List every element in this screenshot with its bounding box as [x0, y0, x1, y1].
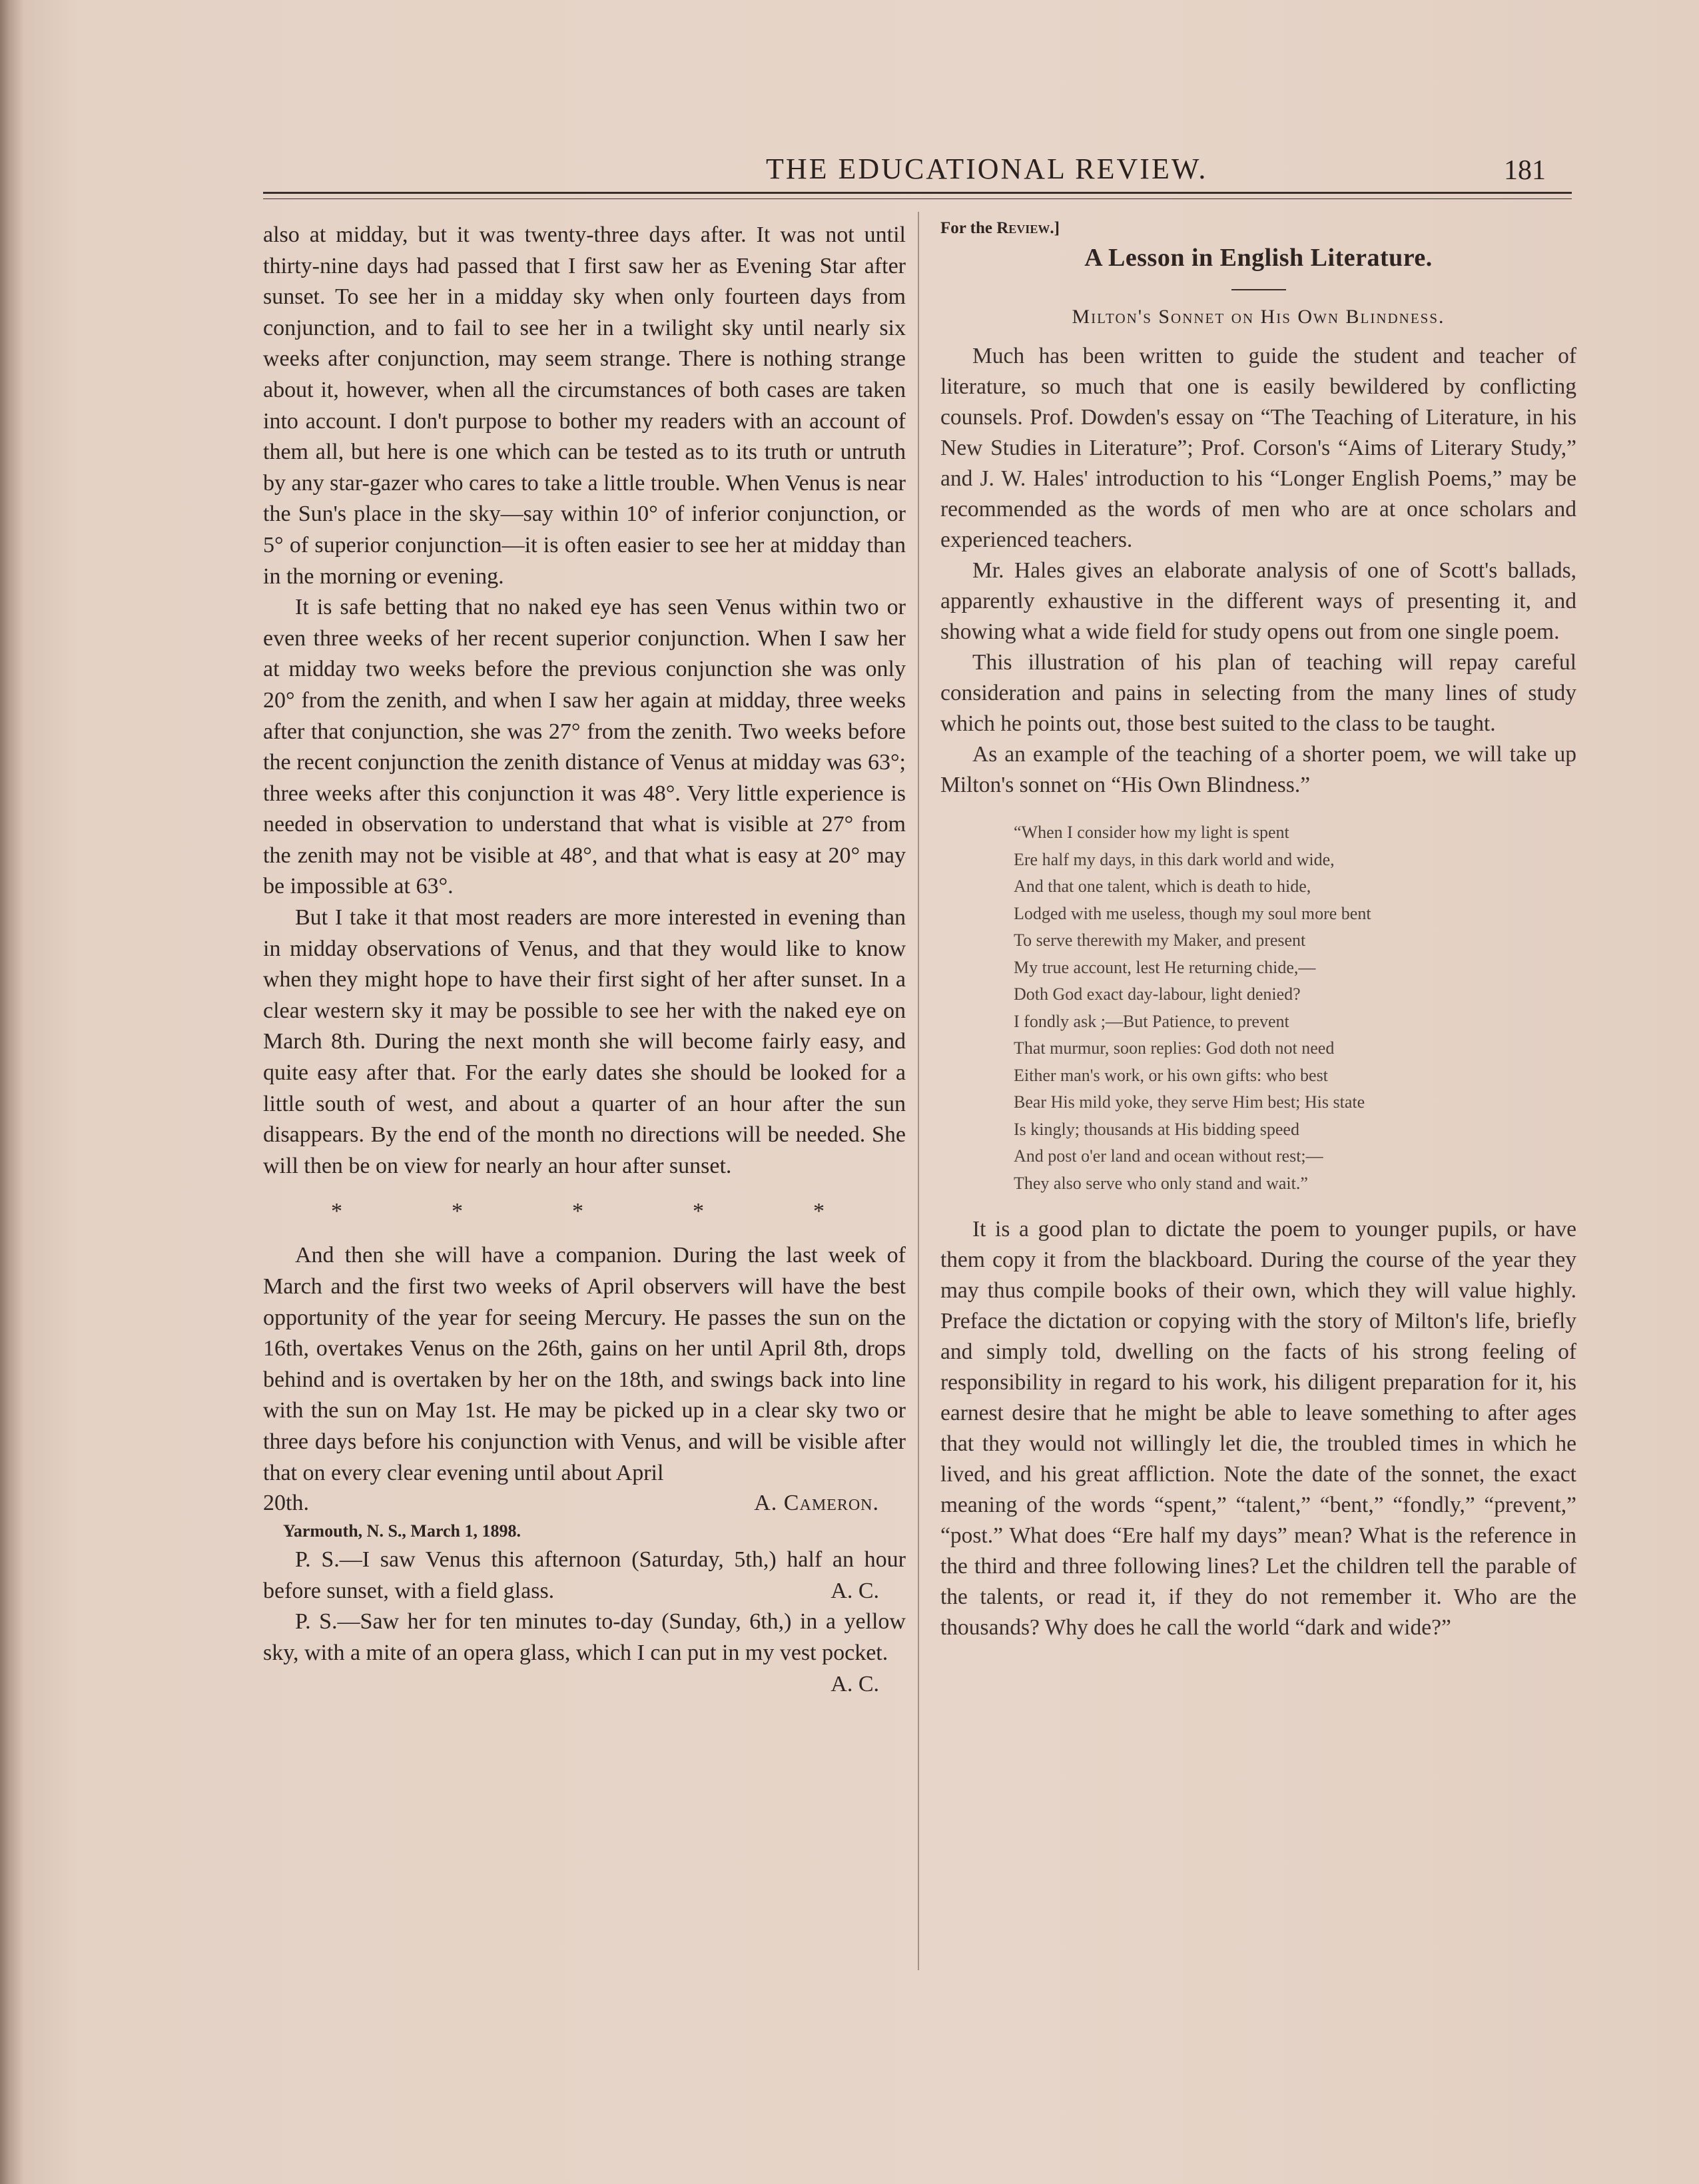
header-rule-thick	[263, 192, 1572, 194]
poem-line: Bear His mild yoke, they serve Him best; His state	[1014, 1092, 1365, 1112]
poem-line: Is kingly; thousands at His bidding speed	[1014, 1119, 1299, 1139]
paragraph-conjunction: It is safe betting that no naked eye has seen Venus within two or even three weeks of her recent superior conjunction. When I saw her at midday two weeks before the previous conjunction she was only 20° from the zenith, and when I saw her again at midday, three weeks after that conjunction, she was 27° from the zenith. Two weeks before the recent conjunction the zenith distance of Venus at midday was 63°; three weeks after this conjunction it was 48°. Very little experience is needed in observation to understand that what is visible at 27° from the zenith may not be visible at 48°, and that what is easy at 20° may be impossible at 63°.	[263, 595, 906, 899]
signature-line	[263, 1489, 906, 1518]
postscript-1	[263, 1545, 906, 1607]
running-header-title: THE EDUCATIONAL REVIEW.	[766, 153, 1208, 185]
credit-word: Review.	[996, 219, 1054, 237]
poem-line: “When I consider how my light is spent	[1014, 823, 1289, 842]
paragraph-evening-observation: But I take it that most readers are more interested in evening than in midday observations of Venus, and that they would like to know when they might hope to have their first sight of her after sunset. In a clear western sky it may be possible to see her with the naked eye on March 8th. During the next month she will become fairly easy, and quite easy after that. For the early dates she should be looked for a little south of west, and about a quarter of an hour after the sun disappears. By the end of the month no directions will be needed. She will then be on view for nearly an hour after sunset.	[263, 905, 906, 1178]
column-divider	[918, 212, 919, 1970]
asterisk: *	[693, 1199, 704, 1224]
author-signature: A. Cameron.	[754, 1491, 879, 1516]
paragraph-hales: Mr. Hales gives an elaborate analysis of one of Scott's ballads, apparently exhaustive in the different ways of presenting it, and showing what a wide field for study opens out from one single poem.	[940, 558, 1576, 644]
credit-prefix: For the	[940, 219, 997, 237]
header-rule-thin	[263, 198, 1572, 199]
paragraph-illustration: This illustration of his plan of teaching will repay careful consideration and pains in selecting from the many lines of study which he points out, those best suited to the class to be taught.	[940, 650, 1576, 736]
right-column	[940, 220, 1576, 1643]
dateline: Yarmouth, N. S., March 1, 1898.	[283, 1521, 521, 1541]
article-subtitle: Milton's Sonnet on His Own Blindness.	[1072, 306, 1445, 328]
postscript-1-initials: A. C.	[831, 1578, 879, 1603]
sonnet-poem	[1014, 819, 1576, 1197]
postscript-2	[263, 1607, 906, 1696]
left-column	[263, 220, 906, 1700]
poem-line: That murmur, soon replies: God doth not need	[1014, 1038, 1335, 1058]
poem-line: I fondly ask ;—But Patience, to prevent	[1014, 1011, 1289, 1031]
poem-line: Lodged with me useless, though my soul more bent	[1014, 903, 1371, 923]
paragraph-continued: also at midday, but it was twenty-three days after. It was not until thirty-nine days had passed that I first saw her as Evening Star after sunset. To see her in a midday sky when only fourteen days from conjunction, and to fail to see her in a twilight sky until nearly six weeks after conjunction, may seem strange. There is nothing strange about it, however, when all the circumstances of both cases are taken into account. I don't purpose to bother my readers with an account of them all, but here is one which can be tested as to its truth or untruth by any star-gazer who cares to take a little trouble. When Venus is near the Sun's place in the sky—say within 10° of inferior conjunction, or 5° of superior conjunction—it is often easier to see her at midday than in the morning or evening.	[263, 222, 906, 589]
page-number: 181	[1504, 155, 1546, 186]
for-the-review-credit	[940, 217, 1576, 240]
paragraph-intro: Much has been written to guide the student and teacher of literature, so much that one is easily bewildered by conflicting counsels. Prof. Dowden's essay on “The Teaching of Literature, in his New Studies in Literature”; Prof. Corson's “Aims of Literary Study,” and J. W. Hales' introduction to his “Longer English Poems,” may be recommended as the words of men who are at once scholars and experienced teachers.	[940, 344, 1576, 552]
poem-line: My true account, lest He returning chide,—	[1014, 957, 1316, 977]
section-break-asterisks	[263, 1196, 906, 1227]
postscript-1-text: P. S.—I saw Venus this afternoon (Saturday, 5th,) half an hour before sunset, with a field glass.	[263, 1547, 906, 1603]
poem-line: And post o'er land and ocean without rest;—	[1014, 1146, 1323, 1166]
postscript-2-initials: A. C.	[831, 1671, 879, 1696]
closing-date-text: 20th.	[263, 1491, 309, 1516]
title-rule	[1231, 289, 1286, 290]
poem-line: Either man's work, or his own gifts: who best	[1014, 1065, 1328, 1085]
paragraph-mercury: And then she will have a companion. During the last week of March and the first two weeks of April observers will have the best opportunity of the year for seeing Mercury. He passes the sun on the 16th, overtakes Venus on the 26th, gains on her until April 8th, drops behind and is overtaken by her on the 18th, and swings back into line with the sun on May 1st. He may be picked up in a clear sky two or three days before his conjunction with Venus, and will be visible after that on every clear evening until about April	[263, 1243, 906, 1485]
paragraph-teaching-plan: It is a good plan to dictate the poem to younger pupils, or have them copy it from the blackboard. During the course of the year they may thus compile books of their own, which they will value highly. Preface the dictation or copying with the story of Milton's life, briefly and simply told, dwelling on the facts of his strong feeling of responsibility in regard to his work, his diligent preparation for it, his earnest desire that he might be able to leave something to after ages that they would not willingly let die, the troubled times in which he lived, and his great affliction. Note the date of the sonnet, the exact meaning of the words “spent,” “talent,” “bent,” “fondly,” “prevent,” “post.” What does “Ere half my days” mean? What is the reference in the third and three following lines? Let the children tell the parable of the talents, or read it, if they do not remember it. Who are the thousands? Why does he call the world “dark and wide?”	[940, 1217, 1576, 1640]
poem-line: And that one talent, which is death to hide,	[1014, 877, 1311, 896]
poem-line: To serve therewith my Maker, and present	[1014, 930, 1306, 950]
poem-line: Ere half my days, in this dark world and wide,	[1014, 849, 1335, 869]
article-title: A Lesson in English Literature.	[1084, 244, 1433, 272]
poem-line: Doth God exact day-labour, light denied?	[1014, 984, 1301, 1004]
paragraph-example: As an example of the teaching of a shorter poem, we will take up Milton's sonnet on “His Own Blindness.”	[940, 742, 1576, 797]
postscript-2-text: P. S.—Saw her for ten minutes to-day (Sunday, 6th,) in a yellow sky, with a mite of an opera glass, which I can put in my vest pocket.	[263, 1609, 906, 1665]
credit-suffix: ]	[1054, 219, 1060, 237]
asterisk: *	[331, 1199, 342, 1224]
asterisk: *	[813, 1199, 825, 1224]
asterisk: *	[572, 1199, 583, 1224]
poem-line: They also serve who only stand and wait.”	[1014, 1173, 1308, 1193]
asterisk: *	[452, 1199, 463, 1224]
